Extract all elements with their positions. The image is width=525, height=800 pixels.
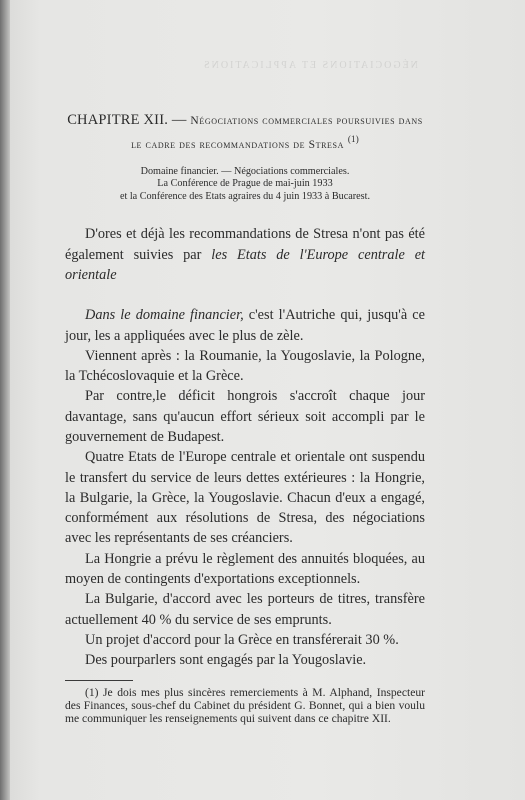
body-paragraphs	[65, 305, 425, 670]
paragraph: Par contre,le déficit hongrois s'accroît chaque jour davantage, sans qu'aucun effort sérieux soit accompli par le gouvernement de Budapest.	[65, 388, 425, 445]
paragraph-italic-lead: Dans le domaine financier,	[85, 307, 244, 324]
intro-text: D'ores et déjà les recommandations de Stresa n'ont pas été également suivies par	[65, 226, 425, 263]
footnote: (1) Je dois mes plus sincères remerciements à M. Alphand, Inspecteur des Finances, sous-chef du Cabinet du président G. Bonnet, qui a bien voulu me communiquer les renseignements qui suivent dans ce chapitre XII.	[65, 685, 425, 725]
heading-dash: —	[171, 112, 187, 128]
paragraph-text: c'est l'Autriche qui, jusqu'à ce jour, les a appliquées avec le plus de zèle.	[65, 307, 425, 344]
paragraph: La Bulgarie, d'accord avec les porteurs de titres, transfère actuellement 40 % du service de ses emprunts.	[65, 591, 425, 628]
chapter-heading	[65, 112, 425, 154]
page-content	[65, 112, 425, 725]
book-spine-shadow	[0, 0, 10, 800]
bleed-through-running-head: NÉGOCIATIONS ET APPLICATIONS	[202, 60, 418, 71]
chapter-summary	[65, 166, 425, 204]
summary-line: Domaine financier. — Négociations commerciales.	[140, 165, 350, 177]
paragraph: Des pourparlers sont engagés par la Yougoslavie.	[85, 652, 367, 669]
summary-line: La Conférence de Prague de mai-juin 1933	[157, 178, 333, 190]
intro-italic: les Etats de l'Europe centrale et orientale	[65, 246, 426, 283]
heading-footnote-ref: (1)	[347, 133, 359, 144]
paragraph: Quatre Etats de l'Europe centrale et orientale ont suspendu le transfert du service de leurs dettes extérieures : la Hongrie, la Bulgarie, la Grèce, la Yougoslavie. Chacun d'eux a engagé, conformément aux résolutions de Stresa, des négociations avec les représentants de ses créanciers.	[65, 449, 425, 547]
summary-line: et la Conférence des Etats agraires du 4 juin 1933 à Bucarest.	[119, 190, 371, 202]
paragraph	[65, 305, 425, 346]
paragraph: La Hongrie a prévu le règlement des annuités bloquées, au moyen de contingents d'exportations exceptionnels.	[65, 550, 425, 588]
footnote-rule	[65, 680, 133, 681]
chapter-number: CHAPITRE XII.	[67, 112, 169, 128]
paragraph: Un projet d'accord pour la Grèce en transférerait 30 %.	[85, 631, 399, 648]
chapter-title: Négociations commerciales poursuivies dans le cadre des recommandations de Stresa	[131, 115, 423, 151]
section-gap	[65, 285, 425, 305]
intro-paragraph-block	[65, 224, 425, 285]
paragraph: Viennent après : la Roumanie, la Yougoslavie, la Pologne, la Tchécoslovaquie et la Grèce.	[65, 347, 425, 385]
intro-paragraph	[65, 224, 425, 285]
